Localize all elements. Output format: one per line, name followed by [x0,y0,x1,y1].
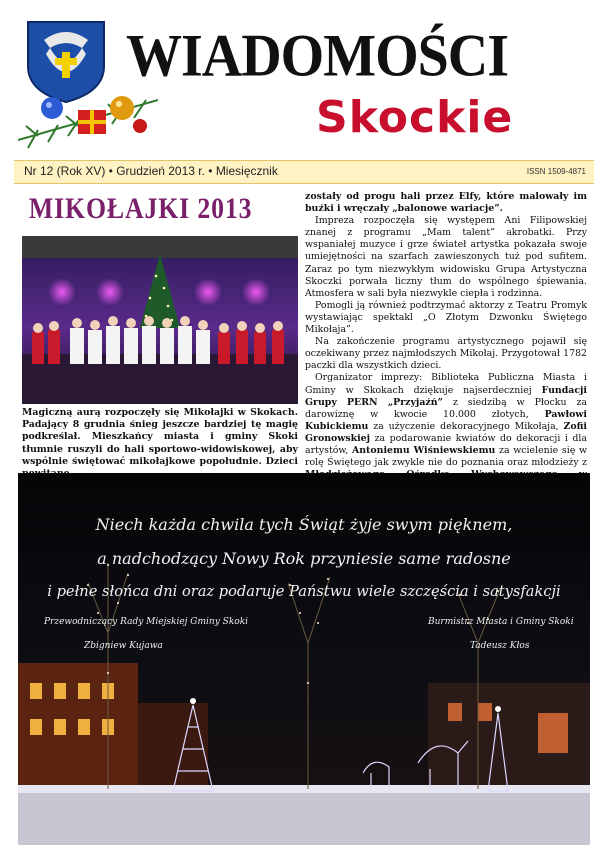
article-lead-text: Magiczną aurą rozpoczęły się Mikołajki w Skokach. Padający 8 grudnia śnieg jeszcze bardziej tę magię podkreślał. Mieszkańcy miasta i gminy Skoki tłumnie ruszyli do hali sportowo-widowiskowej, aby wspólnie świętować mikołajkowe popołudnie. Dzieci [22,407,298,467]
text-run: Organizator imprezy: Biblioteka Publiczna Miasta i Gminy w Skokach dziękuje najserdeczniej [305,372,587,396]
greeting-line: i pełne słońca dni oraz podaruje Państwu wiele szczęścia i satysfakcji [47,583,561,600]
greeting-line: Niech każda chwila tych Świąt żyje swym pięknem, [95,515,513,534]
article-paragraph-text: zostały od progu hali przez Elfy, które malowały im buźki i wręczały „balonowe wariacje”. [305,191,587,215]
masthead-subtitle: Skockie [316,92,514,143]
article-paragraph: Impreza rozpoczęła się występem Ani Filipowskiej znanej z programu „Mam talent” akrobatki. Przy wspaniałej muzyce i grze świateł artystka pokazała swoje umiejętności na szarfach zawieszonych tuż pod sufitem. Zaraz po tym niezwykłym widowisku Grupa Artystyczna Skoczki porwała liczny tłum do wspólnego śpiewania. Atmosfera w sali była niezwykle ciepła i rodzinna. [305,215,587,299]
text-run-bold: Antoniemu Wiśniewskiemu [351,444,496,456]
article-paragraph: Na zakończenie programu artystycznego pojawił się oczekiwany przez najmłodszych Mikołaj. Przygotował 1782 paczki dla wszystkich dzieci. [305,336,587,372]
stage-performance-photo [22,236,298,404]
text-run-bold: Zofii Gronowskiej [305,420,587,444]
text-run-bold: Fundacji Grupy PERN „Przyjaźń” [305,384,587,408]
masthead-title: WIADOMOŚCI [126,22,509,90]
article-headline: MIKOŁAJKI 2013 [28,192,253,225]
text-run: za podarowanie kwiatów do dekoracji i dla artystów, [305,432,587,456]
article-paragraph: Pomogli ją również podtrzymać aktorzy z Teatru Promyk wystawiając spektakl „O Złotym Dzwonku Świętego Mikołaja”. [305,299,587,336]
christmas-greeting-card [18,473,590,845]
text-run: z siedzibą w Płocku za darowiznę w kwocie 10.000 złotych, [305,396,587,420]
text-run: za użyczenie dekoracyjnego Mikołaja, [368,420,564,432]
signatory-role: Przewodniczący Rady Miejskiej Gminy Skoki [44,617,249,627]
issue-info-strip [14,160,594,184]
text-run-bold: Pawłowi Kubickiemu [305,408,587,432]
greeting-line: a nadchodzący Nowy Rok przyniesie same radosne [97,549,511,568]
signatory-name: Tadeusz Kłos [470,641,530,651]
text-run: za wcielenie się w rolę Świętego jak zwykle nie do poznania oraz młodzieży z [305,444,587,469]
signatory-name: Zbigniew Kujawa [84,641,163,651]
article-paragraph [305,191,587,215]
issn: ISSN 1509-4871 [526,167,586,176]
issue-info: Nr 12 (Rok XV) • Grudzień 2013 r. • Miesięcznik [24,164,278,178]
signatory-role: Burmistrz Miasta i Gminy Skoki [428,617,574,627]
christmas-ornaments-decoration [18,70,158,160]
